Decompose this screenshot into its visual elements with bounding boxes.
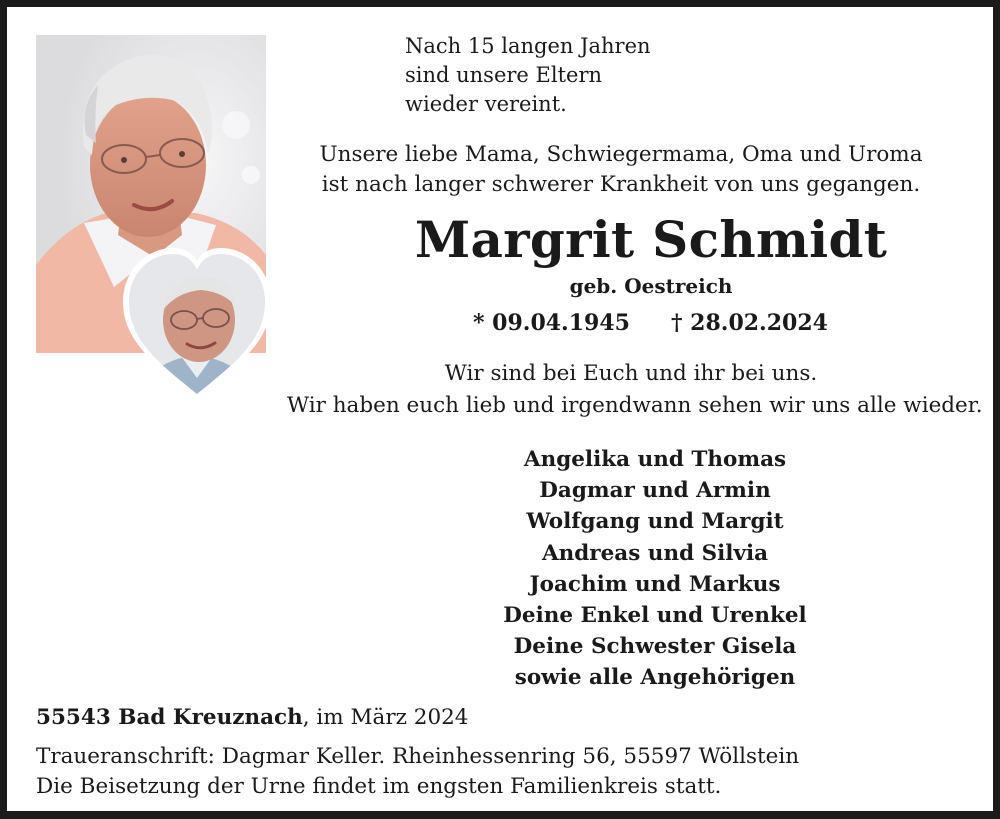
mourner-entry: Wolfgang und Margit bbox=[526, 509, 784, 535]
intro-text bbox=[405, 32, 805, 119]
mourner-entry: sowie alle Angehörigen bbox=[514, 665, 796, 691]
mourning-address: Traueranschrift: Dagmar Keller. Rheinhessenring 56, 55597 Wöllstein bbox=[36, 744, 800, 769]
birth-date: * 09.04.1945 bbox=[473, 310, 630, 336]
mourner-entry: Andreas und Silvia bbox=[541, 540, 769, 566]
death-date: † 28.02.2024 bbox=[671, 310, 828, 336]
mourners-list bbox=[355, 444, 955, 694]
announcement-line: Unsere liebe Mama, Schwiegermama, Oma und Uroma bbox=[319, 142, 923, 167]
mourner-entry: Joachim und Markus bbox=[529, 571, 781, 597]
intro-line: Nach 15 langen Jahren bbox=[405, 34, 651, 58]
intro-line: sind unsere Eltern bbox=[405, 63, 603, 87]
verse-line: Wir sind bei Euch und ihr bei uns. bbox=[444, 361, 818, 386]
birth-name: geb. Oestreich bbox=[569, 274, 733, 298]
mourner-entry: Deine Enkel und Urenkel bbox=[503, 603, 807, 629]
date-suffix: , im März 2024 bbox=[302, 705, 469, 730]
verse-line: Wir haben euch lieb und irgendwann sehen wir uns alle wieder. bbox=[287, 393, 983, 418]
place: 55543 Bad Kreuznach bbox=[36, 705, 303, 730]
heart-portrait-photo-man bbox=[123, 248, 271, 398]
place-and-date bbox=[36, 707, 976, 729]
announcement-line: ist nach langer schwerer Krankheit von uns gegangen. bbox=[321, 172, 921, 197]
mourner-entry: Deine Schwester Gisela bbox=[513, 634, 797, 660]
mourner-entry: Dagmar und Armin bbox=[539, 478, 771, 504]
intro-line: wieder vereint. bbox=[405, 92, 567, 116]
mourner-entry: Angelika und Thomas bbox=[523, 447, 787, 472]
deceased-name: Margrit Schmidt bbox=[414, 210, 888, 269]
burial-note: Die Beisetzung der Urne findet im engsten Familienkreis statt. bbox=[36, 774, 722, 799]
